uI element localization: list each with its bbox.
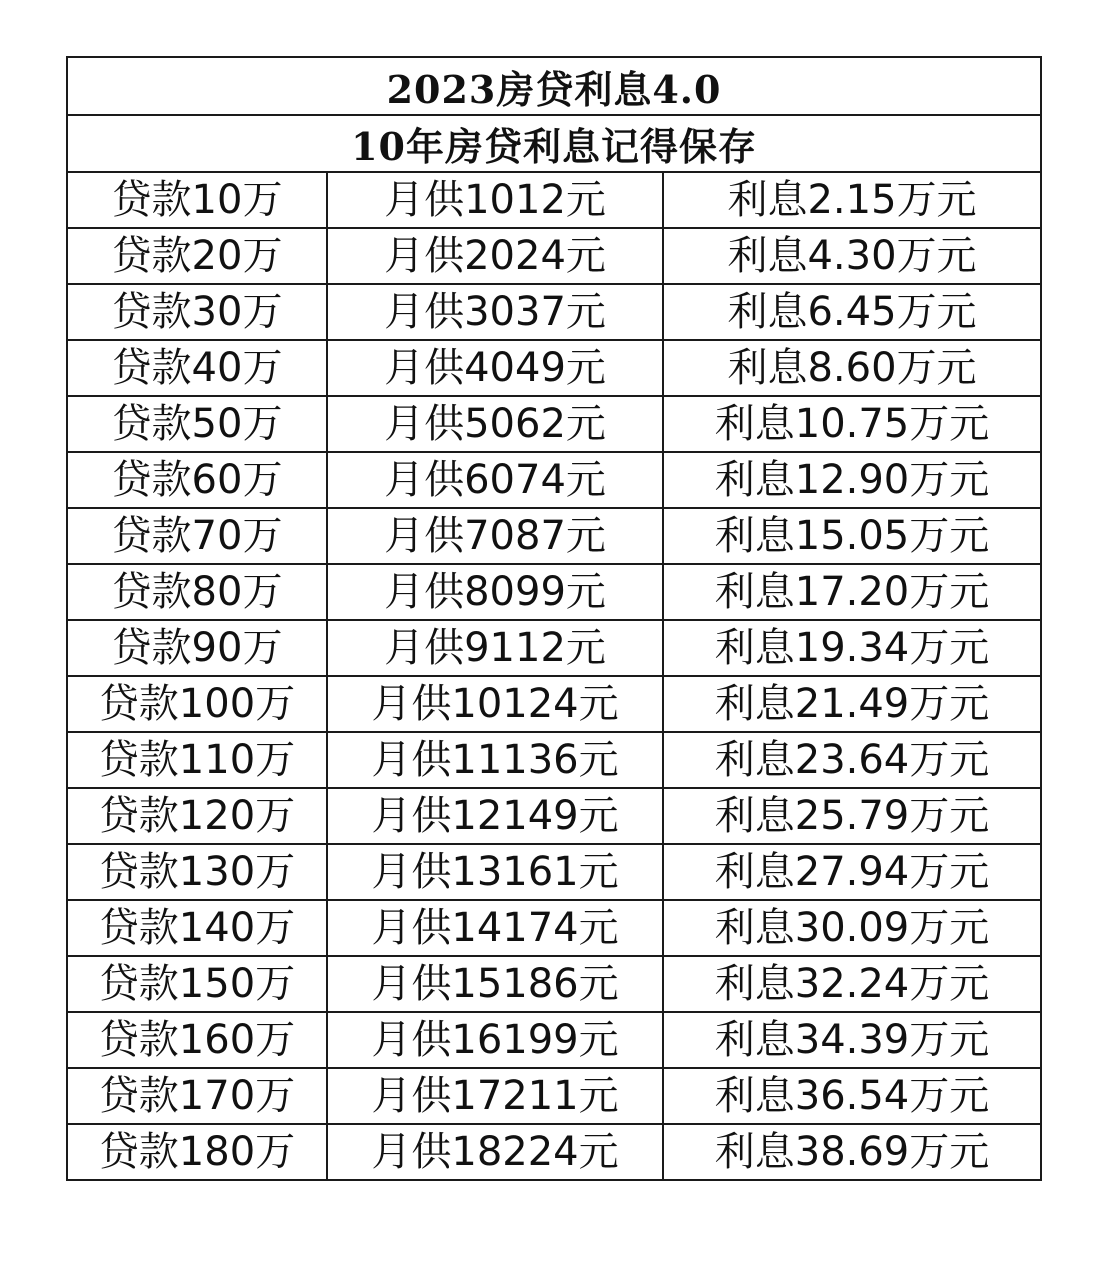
table-row — [67, 396, 1041, 452]
monthly-payment-cell: 月供5062元 — [327, 396, 663, 452]
monthly-payment-cell: 月供10124元 — [327, 676, 663, 732]
loan-amount-cell: 贷款100万 — [67, 676, 327, 732]
total-interest-cell: 利息34.39万元 — [663, 1012, 1041, 1068]
loan-amount-cell: 贷款40万 — [67, 340, 327, 396]
loan-amount-cell: 贷款130万 — [67, 844, 327, 900]
monthly-payment-cell: 月供16199元 — [327, 1012, 663, 1068]
loan-amount-cell: 贷款10万 — [67, 172, 327, 228]
monthly-payment-cell: 月供17211元 — [327, 1068, 663, 1124]
monthly-payment-cell: 月供6074元 — [327, 452, 663, 508]
monthly-payment-cell: 月供11136元 — [327, 732, 663, 788]
table-row — [67, 620, 1041, 676]
loan-amount-cell: 贷款110万 — [67, 732, 327, 788]
table-row — [67, 788, 1041, 844]
table-row — [67, 508, 1041, 564]
total-interest-cell: 利息25.79万元 — [663, 788, 1041, 844]
loan-amount-cell: 贷款90万 — [67, 620, 327, 676]
table-body — [67, 57, 1041, 1180]
total-interest-cell: 利息27.94万元 — [663, 844, 1041, 900]
loan-amount-cell: 贷款60万 — [67, 452, 327, 508]
total-interest-cell: 利息12.90万元 — [663, 452, 1041, 508]
monthly-payment-cell: 月供1012元 — [327, 172, 663, 228]
table-row — [67, 172, 1041, 228]
table-row — [67, 844, 1041, 900]
table-row — [67, 1012, 1041, 1068]
title-row — [67, 57, 1041, 115]
table-row — [67, 676, 1041, 732]
table-title: 2023房贷利息4.0 — [67, 57, 1041, 115]
table-row — [67, 732, 1041, 788]
total-interest-cell: 利息4.30万元 — [663, 228, 1041, 284]
total-interest-cell: 利息30.09万元 — [663, 900, 1041, 956]
table-row — [67, 956, 1041, 1012]
monthly-payment-cell: 月供13161元 — [327, 844, 663, 900]
loan-amount-cell: 贷款150万 — [67, 956, 327, 1012]
monthly-payment-cell: 月供12149元 — [327, 788, 663, 844]
loan-amount-cell: 贷款170万 — [67, 1068, 327, 1124]
table-row — [67, 284, 1041, 340]
table-row — [67, 228, 1041, 284]
loan-amount-cell: 贷款50万 — [67, 396, 327, 452]
total-interest-cell: 利息21.49万元 — [663, 676, 1041, 732]
loan-amount-cell: 贷款140万 — [67, 900, 327, 956]
table-row — [67, 900, 1041, 956]
total-interest-cell: 利息2.15万元 — [663, 172, 1041, 228]
monthly-payment-cell: 月供3037元 — [327, 284, 663, 340]
monthly-payment-cell: 月供18224元 — [327, 1124, 663, 1180]
total-interest-cell: 利息15.05万元 — [663, 508, 1041, 564]
loan-amount-cell: 贷款30万 — [67, 284, 327, 340]
table-subtitle: 10年房贷利息记得保存 — [67, 115, 1041, 172]
total-interest-cell: 利息17.20万元 — [663, 564, 1041, 620]
monthly-payment-cell: 月供7087元 — [327, 508, 663, 564]
total-interest-cell: 利息38.69万元 — [663, 1124, 1041, 1180]
total-interest-cell: 利息8.60万元 — [663, 340, 1041, 396]
table-row — [67, 452, 1041, 508]
monthly-payment-cell: 月供4049元 — [327, 340, 663, 396]
loan-amount-cell: 贷款120万 — [67, 788, 327, 844]
monthly-payment-cell: 月供15186元 — [327, 956, 663, 1012]
total-interest-cell: 利息19.34万元 — [663, 620, 1041, 676]
total-interest-cell: 利息10.75万元 — [663, 396, 1041, 452]
table-row — [67, 1124, 1041, 1180]
total-interest-cell: 利息23.64万元 — [663, 732, 1041, 788]
table-row — [67, 564, 1041, 620]
table-row — [67, 340, 1041, 396]
monthly-payment-cell: 月供8099元 — [327, 564, 663, 620]
mortgage-interest-table — [66, 56, 1042, 1181]
table-row — [67, 1068, 1041, 1124]
total-interest-cell: 利息6.45万元 — [663, 284, 1041, 340]
monthly-payment-cell: 月供9112元 — [327, 620, 663, 676]
monthly-payment-cell: 月供14174元 — [327, 900, 663, 956]
loan-amount-cell: 贷款20万 — [67, 228, 327, 284]
monthly-payment-cell: 月供2024元 — [327, 228, 663, 284]
loan-amount-cell: 贷款70万 — [67, 508, 327, 564]
subtitle-row — [67, 115, 1041, 172]
loan-amount-cell: 贷款160万 — [67, 1012, 327, 1068]
total-interest-cell: 利息32.24万元 — [663, 956, 1041, 1012]
total-interest-cell: 利息36.54万元 — [663, 1068, 1041, 1124]
loan-amount-cell: 贷款80万 — [67, 564, 327, 620]
loan-amount-cell: 贷款180万 — [67, 1124, 327, 1180]
